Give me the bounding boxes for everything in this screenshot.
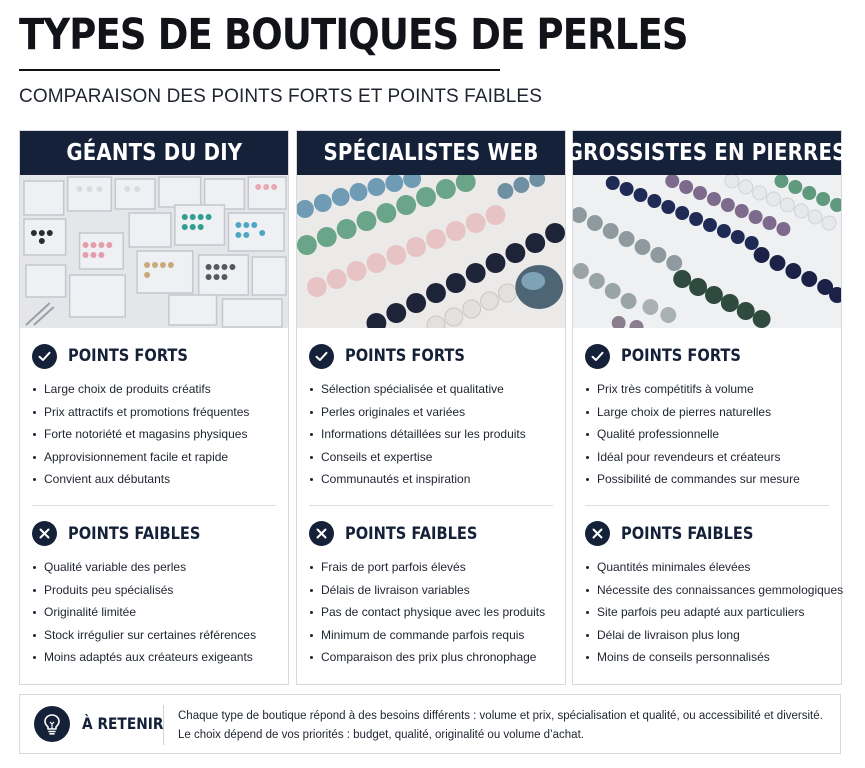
list-item: Sélection spécialisée et qualitative	[309, 378, 565, 401]
weaknesses-list	[309, 556, 565, 669]
check-icon	[32, 344, 57, 369]
section-divider	[32, 505, 276, 506]
list-item: Nécessite des connaissances gemmologiques	[585, 579, 841, 602]
beads-photo-storage-boxes	[20, 175, 288, 328]
weaknesses-list	[32, 556, 288, 669]
lightbulb-icon	[34, 706, 70, 742]
page-subtitle: COMPARAISON DES POINTS FORTS ET POINTS FAIBLES	[19, 86, 542, 107]
section-divider	[585, 505, 829, 506]
list-item: Perles originales et variées	[309, 401, 565, 424]
list-item: Délai de livraison plus long	[585, 624, 841, 647]
weaknesses-title: POINTS FAIBLES	[621, 523, 754, 544]
page-title: TYPES DE BOUTIQUES DE PERLES	[19, 10, 688, 60]
list-item: Originalité limitée	[32, 601, 288, 624]
weaknesses-title: POINTS FAIBLES	[68, 523, 201, 544]
list-item: Approvisionnement facile et rapide	[32, 446, 288, 469]
strengths-list	[309, 378, 565, 491]
close-icon	[32, 521, 57, 546]
takeaway-line: Chaque type de boutique répond à des besoins différents : volume et prix, spécialisation et qualité, ou accessibilité et diversité.	[178, 710, 823, 722]
title-underline	[19, 69, 500, 71]
strengths-title: POINTS FORTS	[68, 346, 188, 366]
weaknesses-section	[20, 520, 288, 669]
list-item: Moins adaptés aux créateurs exigeants	[32, 646, 288, 669]
list-item: Prix attractifs et promotions fréquentes	[32, 401, 288, 424]
list-item: Délais de livraison variables	[309, 579, 565, 602]
close-icon	[585, 521, 610, 546]
list-item: Convient aux débutants	[32, 468, 288, 491]
strengths-title: POINTS FORTS	[621, 346, 741, 366]
weaknesses-list	[585, 556, 844, 669]
list-item: Conseils et expertise	[309, 446, 565, 469]
takeaway-label: À RETENIR	[82, 714, 164, 733]
list-item: Possibilité de commandes sur mesure	[585, 468, 841, 491]
list-item: Pas de contact physique avec les produits	[309, 601, 565, 624]
list-item: Minimum de commande parfois requis	[309, 624, 565, 647]
weaknesses-section	[297, 520, 565, 669]
strengths-section	[20, 342, 288, 506]
column-specialistes-web	[296, 130, 566, 685]
strengths-list	[32, 378, 288, 491]
list-item: Produits peu spécialisés	[32, 579, 288, 602]
check-icon	[309, 344, 334, 369]
column-header	[297, 131, 565, 175]
list-item: Prix très compétitifs à volume	[585, 378, 841, 401]
takeaway-text	[178, 707, 823, 745]
list-item: Stock irrégulier sur certaines références	[32, 624, 288, 647]
beads-photo-stone-strands	[573, 175, 841, 328]
list-item: Forte notoriété et magasins physiques	[32, 423, 288, 446]
column-geants-du-diy	[19, 130, 289, 685]
strengths-section	[573, 342, 841, 506]
list-item: Large choix de pierres naturelles	[585, 401, 841, 424]
strengths-section	[297, 342, 565, 506]
beads-photo-gemstone-strands	[297, 175, 565, 328]
list-item: Qualité variable des perles	[32, 556, 288, 579]
list-item: Qualité professionnelle	[585, 423, 841, 446]
list-item: Frais de port parfois élevés	[309, 556, 565, 579]
column-grossistes-en-pierres	[567, 130, 847, 685]
list-item: Site parfois peu adapté aux particuliers	[585, 601, 841, 624]
list-item: Large choix de produits créatifs	[32, 378, 288, 401]
weaknesses-title: POINTS FAIBLES	[345, 523, 478, 544]
list-item: Quantités minimales élevées	[585, 556, 841, 579]
column-title: GÉANTS DU DIY	[66, 140, 242, 166]
list-item: Communautés et inspiration	[309, 468, 565, 491]
takeaway-separator	[163, 705, 164, 745]
column-header	[20, 131, 288, 175]
column-title: GROSSISTES EN PIERRES	[567, 140, 847, 166]
column-title: SPÉCIALISTES WEB	[323, 140, 539, 166]
list-item: Idéal pour revendeurs et créateurs	[585, 446, 841, 469]
key-takeaway-box	[19, 694, 841, 754]
takeaway-line: Le choix dépend de vos priorités : budget, qualité, originalité ou volume d’achat.	[178, 729, 584, 741]
check-icon	[585, 344, 610, 369]
list-item: Comparaison des prix plus chronophage	[309, 646, 565, 669]
strengths-list	[585, 378, 841, 491]
weaknesses-section	[573, 520, 844, 669]
column-header	[567, 131, 847, 175]
list-item: Moins de conseils personnalisés	[585, 646, 841, 669]
strengths-title: POINTS FORTS	[345, 346, 465, 366]
section-divider	[309, 505, 553, 506]
list-item: Informations détaillées sur les produits	[309, 423, 565, 446]
close-icon	[309, 521, 334, 546]
